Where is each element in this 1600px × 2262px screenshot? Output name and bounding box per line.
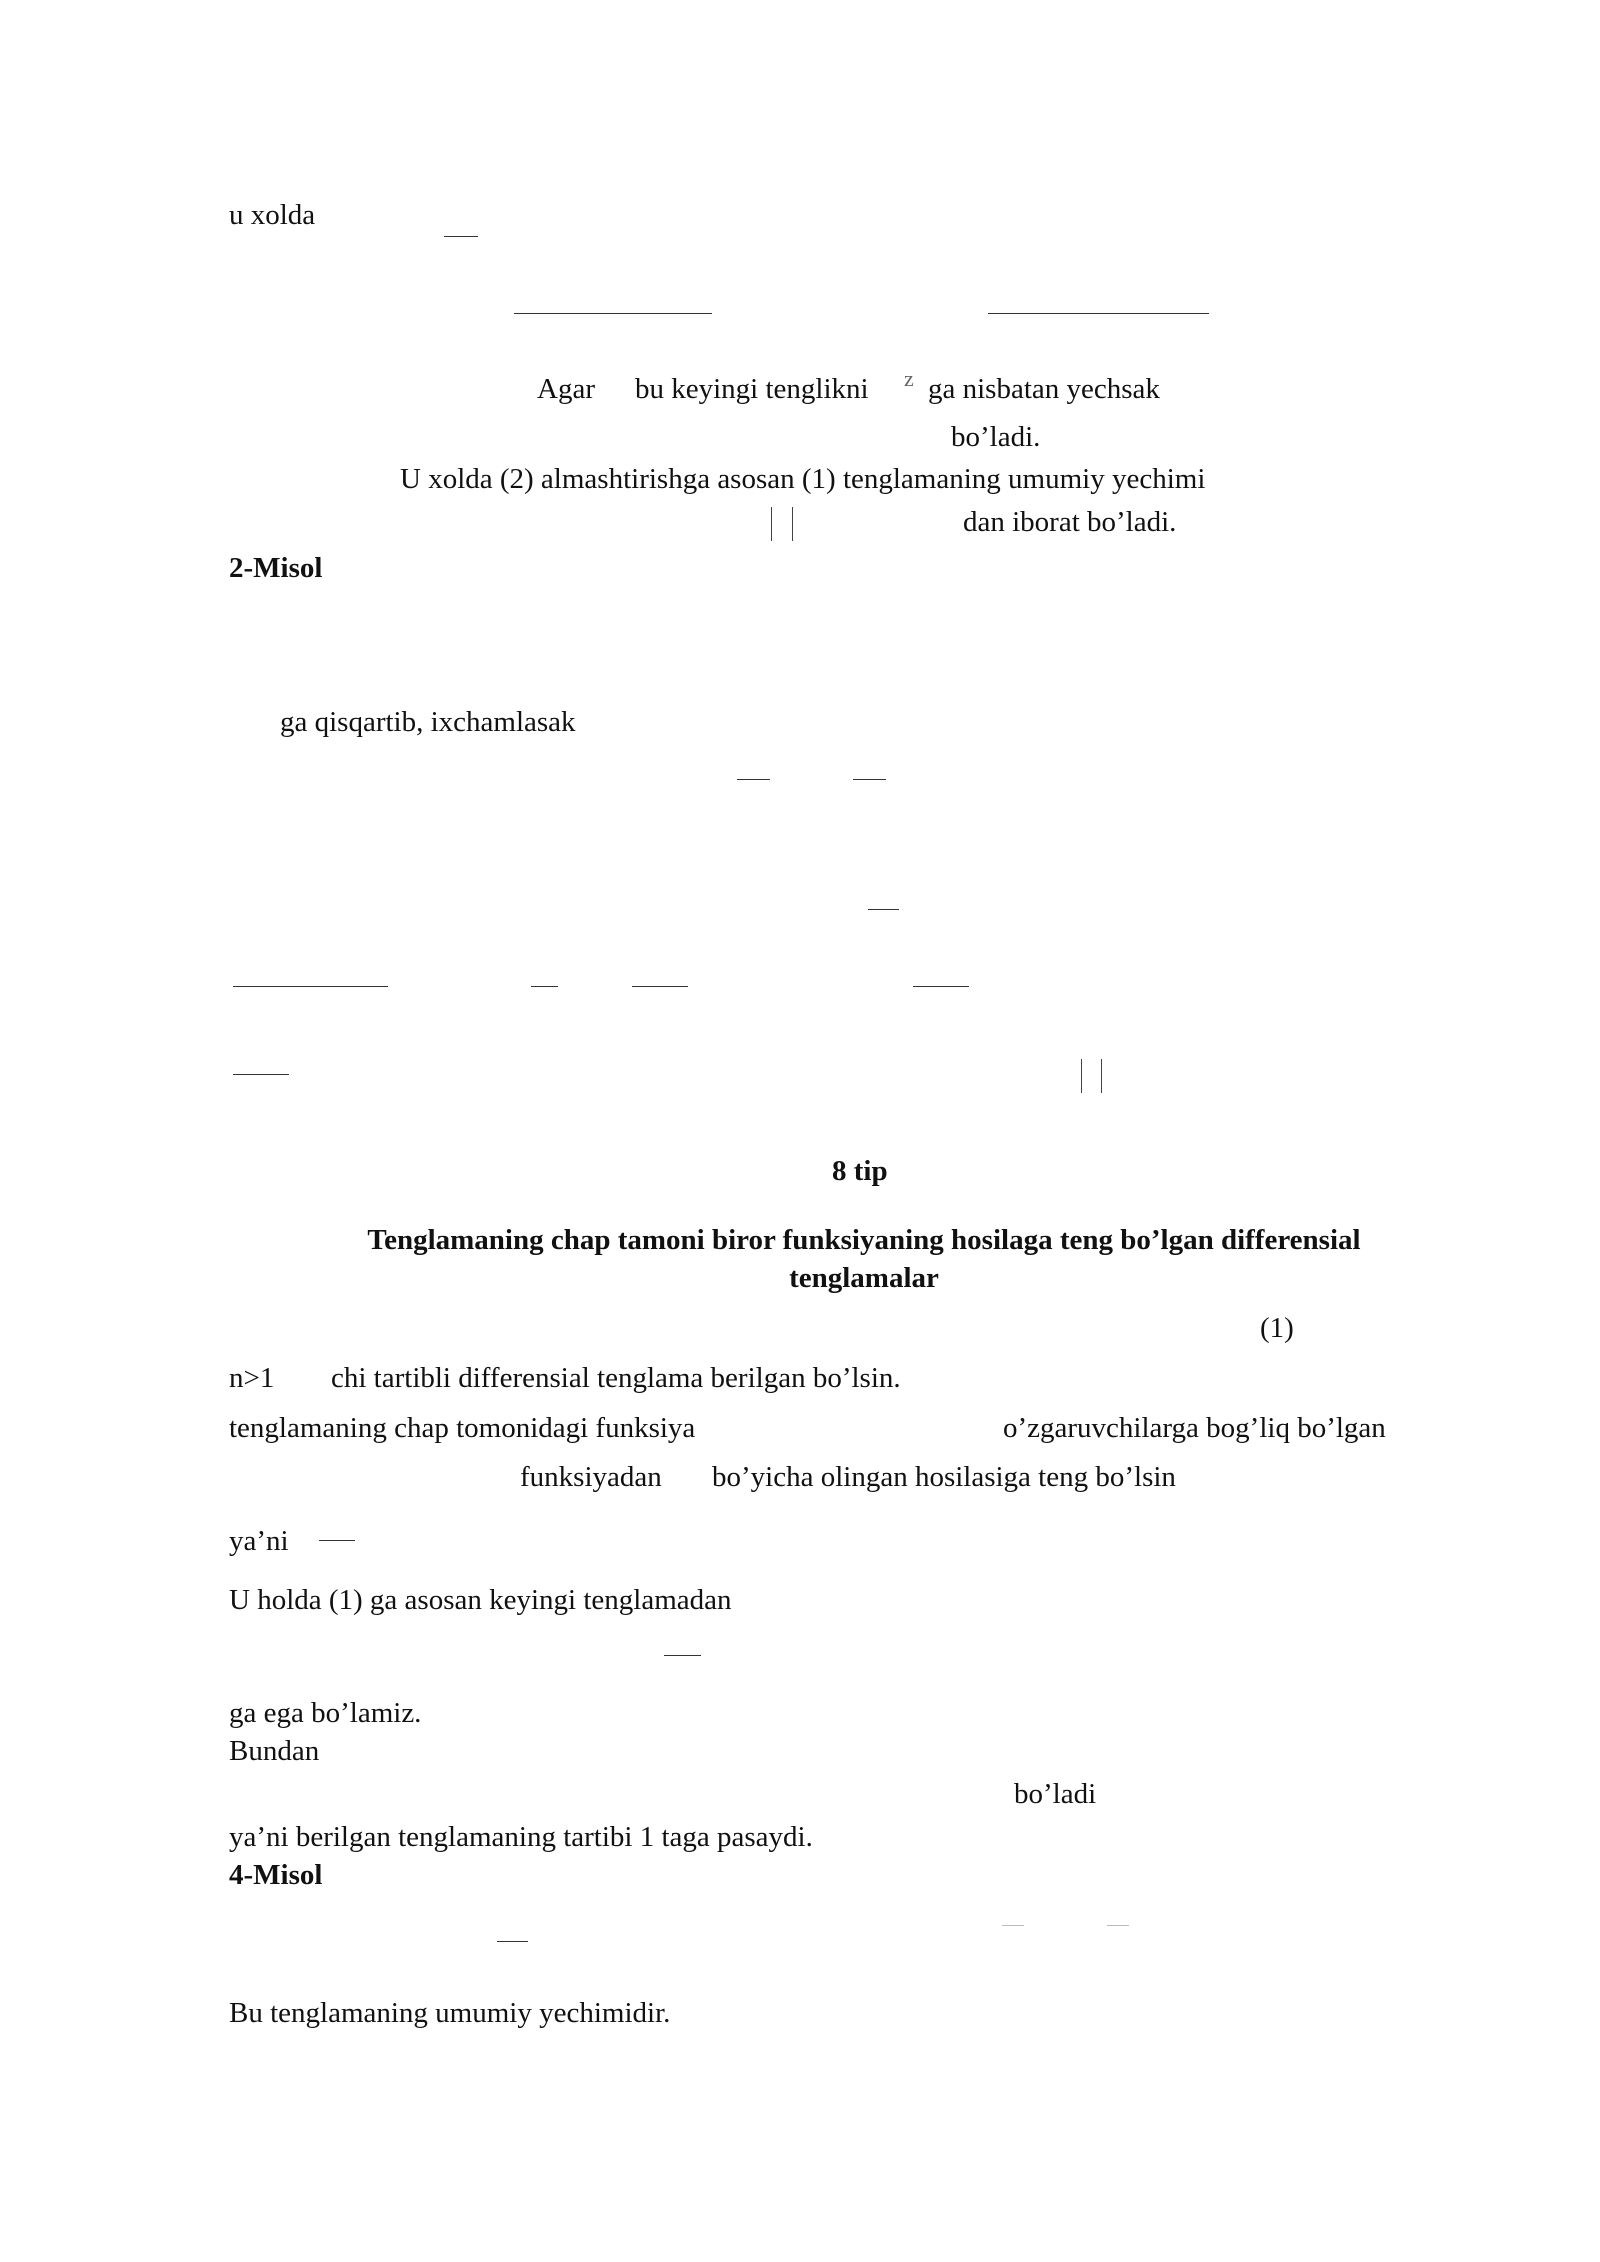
fraction-bar — [913, 986, 969, 987]
text-ozgaruvchilar: o’zgaruvchilarga bog’liq bo’lgan — [1003, 1412, 1386, 1444]
text-n-greater-1: n>1 — [229, 1362, 275, 1394]
text-ega-bolamiz: ga ega bo’lamiz. — [229, 1697, 422, 1729]
abs-bar-left — [771, 507, 772, 541]
section-heading-line-1: Tenglamaning chap tamoni biror funksiyaning hosilaga teng bo’lgan differensial — [367, 1224, 1361, 1256]
fraction-bar — [737, 779, 770, 780]
abs-bar-right — [792, 507, 793, 541]
heading-misol-2: 2-Misol — [229, 552, 323, 584]
fraction-bar — [664, 1655, 701, 1656]
text-qisqartib: ga qisqartib, ixchamlasak — [280, 706, 576, 738]
text-tartibi-pasaydi: ya’ni berilgan tenglamaning tartibi 1 taga pasaydi. — [229, 1821, 813, 1853]
fraction-bar — [868, 909, 899, 910]
section-title-8-tip: 8 tip — [832, 1155, 888, 1187]
fraction-bar — [319, 1540, 355, 1541]
text-agar: Agar — [537, 373, 595, 405]
text-hosilasiga-teng: bo’yicha olingan hosilasiga teng bo’lsin — [712, 1461, 1176, 1493]
fraction-bar — [233, 1074, 289, 1075]
text-nisbatan-yechsak: ga nisbatan yechsak — [928, 373, 1160, 405]
text-chap-tomon-funksiya: tenglamaning chap tomonidagi funksiya — [229, 1412, 696, 1444]
text-tartibli-tenglama: chi tartibli differensial tenglama berilgan bo’lsin. — [331, 1362, 901, 1394]
fraction-bar — [497, 1941, 528, 1942]
fraction-bar — [632, 986, 688, 987]
section-heading-line-2: tenglamalar — [789, 1262, 939, 1294]
text-yani: ya’ni — [229, 1525, 289, 1557]
fraction-bar — [514, 313, 712, 314]
text-umumiy-yechim: U xolda (2) almashtirishga asosan (1) tenglamaning umumiy yechimi — [400, 463, 1206, 495]
fraction-bar — [1107, 1925, 1129, 1926]
equation-number: (1) — [1260, 1312, 1294, 1344]
text-boladi: bo’ladi. — [951, 421, 1041, 453]
text-boladi-2: bo’ladi — [1014, 1778, 1097, 1810]
fraction-bar — [1002, 1925, 1024, 1926]
fraction-bar — [531, 986, 558, 987]
text-u-holda: U holda (1) ga asosan keyingi tenglamadan — [229, 1584, 732, 1616]
fraction-bar — [233, 986, 388, 987]
heading-misol-4: 4-Misol — [229, 1859, 323, 1891]
text-bundan: Bundan — [229, 1735, 320, 1767]
abs-bar-right — [1101, 1059, 1102, 1093]
fraction-bar — [988, 313, 1209, 314]
fraction-bar — [853, 779, 886, 780]
abs-bar-left — [1081, 1059, 1082, 1093]
text-dan-iborat: dan iborat bo’ladi. — [963, 506, 1177, 538]
text-keyingi-tenglik: bu keyingi tenglikni — [635, 373, 869, 405]
text-funksiyadan: funksiyadan — [520, 1461, 662, 1493]
text-u-xolda: u xolda — [229, 199, 316, 231]
text-umumiy-yechimidir: Bu tenglamaning umumiy yechimidir. — [229, 1997, 671, 2029]
fraction-bar — [444, 236, 478, 237]
symbol-z: z — [904, 366, 914, 391]
